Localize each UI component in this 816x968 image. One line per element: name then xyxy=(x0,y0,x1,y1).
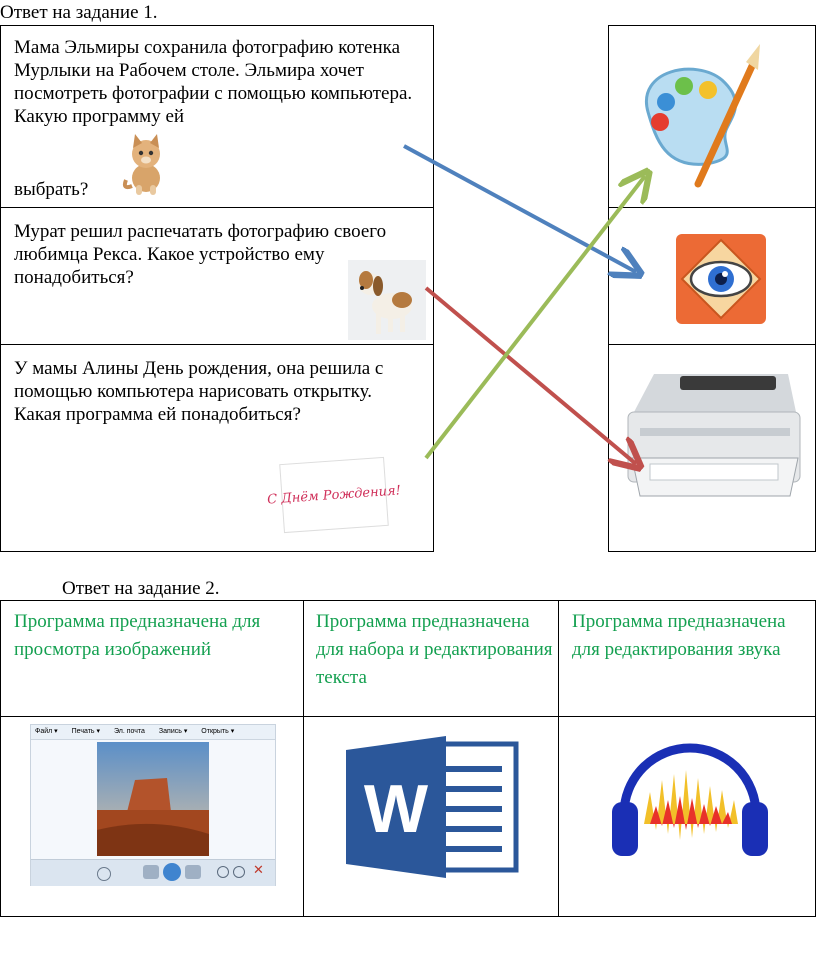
viewer-menu-file: Файл ▾ xyxy=(35,728,58,735)
question-2-text: Мурат решил распечатать фотографию своего любимца Рекса. Какое устройство ему понадобиться? xyxy=(14,221,387,288)
row-divider xyxy=(0,716,816,717)
word-logo-icon xyxy=(346,736,518,878)
question-1-tail: выбрать? xyxy=(14,179,89,200)
word-letter: W xyxy=(363,771,429,847)
arrow-blue xyxy=(404,146,636,272)
task2-heading: Ответ на задание 2. xyxy=(62,578,220,599)
column-3-description: Программа предназначена для редактирования звука xyxy=(572,611,786,660)
slideshow-icon[interactable] xyxy=(163,863,181,881)
viewer-toolbar xyxy=(31,859,275,886)
column-1-description: Программа предназначена для просмотра изображений xyxy=(14,611,261,660)
previous-icon[interactable] xyxy=(143,865,159,879)
zoom-icon[interactable] xyxy=(97,867,111,881)
photo-viewer-screenshot xyxy=(30,724,276,886)
viewer-menu-open: Открыть ▾ xyxy=(201,728,235,735)
rotate-right-icon[interactable] xyxy=(233,866,245,878)
arrow-red xyxy=(426,288,636,464)
viewer-menu-bar xyxy=(31,725,275,740)
column-divider xyxy=(303,600,304,917)
next-icon[interactable] xyxy=(185,865,201,879)
delete-icon[interactable]: ✕ xyxy=(253,863,264,878)
viewer-menu-print: Печать ▾ xyxy=(71,728,101,735)
column-divider xyxy=(558,600,559,917)
rotate-left-icon[interactable] xyxy=(217,866,229,878)
question-3-text: У мамы Алины День рождения, она решила с помощью компьютера нарисовать открытку. Какая программа ей понадобиться? xyxy=(14,358,384,425)
audacity-logo-icon xyxy=(610,730,770,862)
task1-heading: Ответ на задание 1. xyxy=(0,2,158,23)
question-1-text: Мама Эльмиры сохранила фотографию котенка Мурлыки на Рабочем столе. Эльмира хочет посмотреть фотографии с помощью компьютера. Какую программу ей xyxy=(14,37,413,127)
column-2-description: Программа предназначена для набора и редактирования текста xyxy=(316,611,553,688)
desert-photo xyxy=(97,742,209,856)
viewer-menu-email: Эл. почта xyxy=(113,728,145,735)
viewer-menu-burn: Запись ▾ xyxy=(158,728,188,735)
card-text: С Днём Рождения! xyxy=(266,483,402,508)
